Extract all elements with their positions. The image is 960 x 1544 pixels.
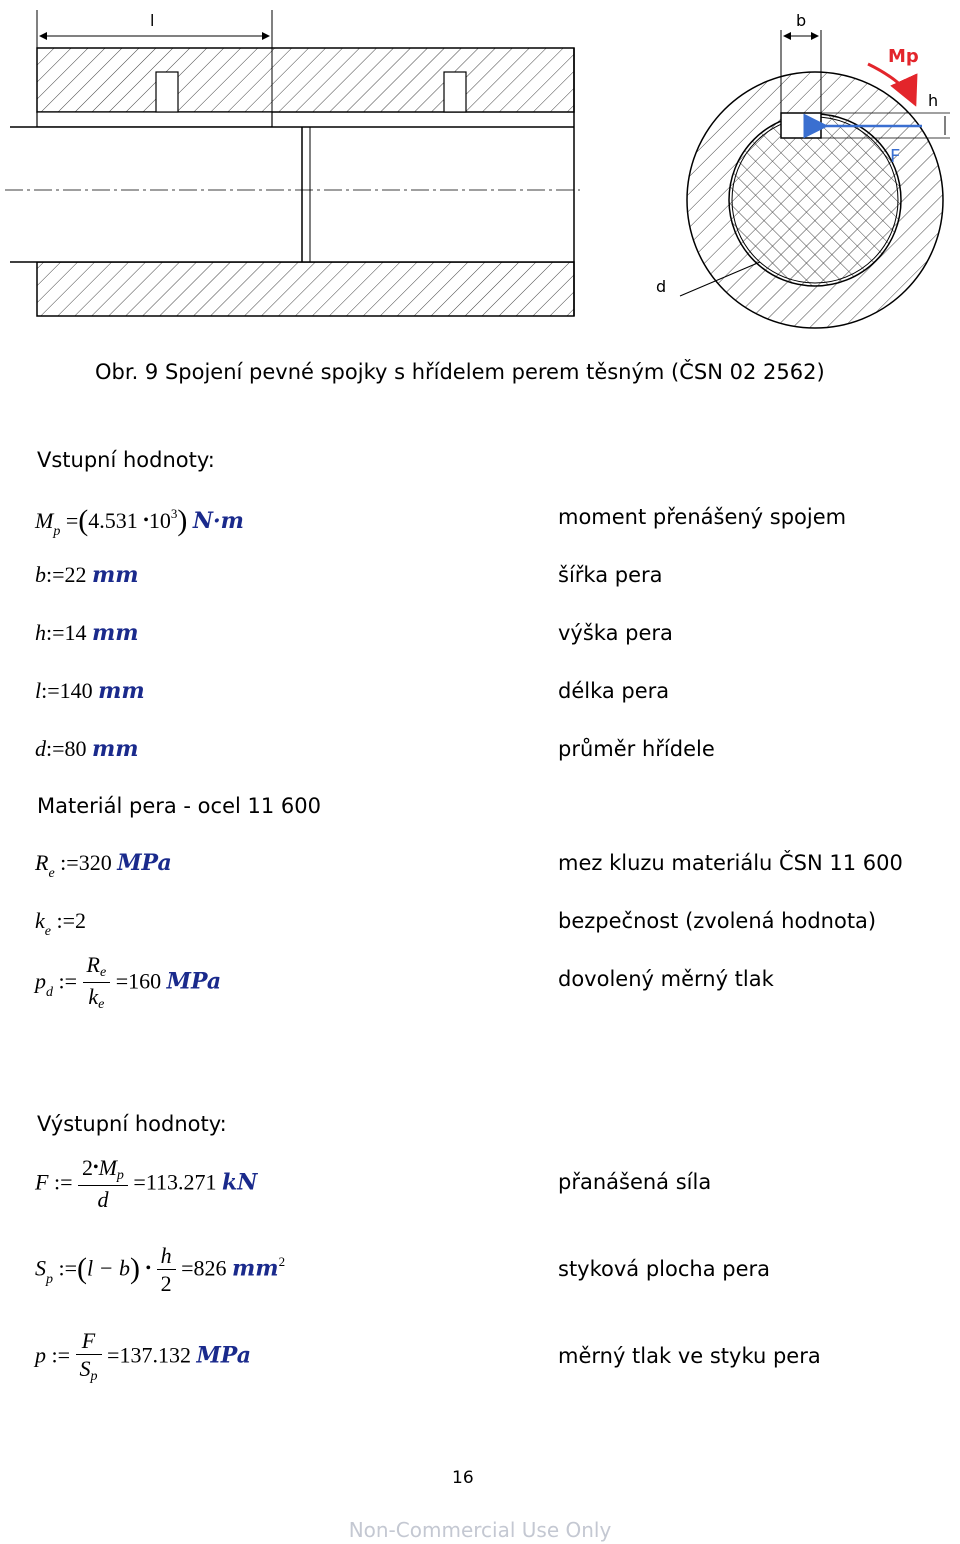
material-heading: Materiál pera - ocel 11 600 [37, 794, 321, 818]
eq-mp: $M_p =(4.531$ $•10^3$) N·m [35, 504, 244, 539]
outputs-heading: Výstupní hodnoty: [37, 1112, 227, 1136]
eq-h: h:=14 mm [35, 620, 139, 646]
technical-drawing [0, 0, 960, 330]
shaft-circle [729, 114, 901, 286]
eq-pd: $p_d$ := $\frac{Re}{ke}$ =160 MPa [35, 952, 221, 1015]
watermark: Non-Commercial Use Only [348, 1518, 612, 1542]
eq-d: d:=80 mm [35, 736, 139, 762]
eq-f: F := $\frac{2•Mp}{d}$ =113.271 kN [35, 1155, 258, 1212]
desc-f: přanášená síla [558, 1170, 712, 1194]
desc-sp: styková plocha pera [558, 1257, 770, 1281]
eq-l: l:=140 mm [35, 678, 145, 704]
desc-mp: moment přenášený spojem [558, 505, 847, 529]
eq-sp: $S_p$ :=(l − b) • $\frac{h}{2}$ =826 $mm^2$ [35, 1243, 286, 1296]
desc-h: výška pera [558, 621, 673, 645]
label-b: b [796, 11, 807, 30]
eq-p: p := $\frac{F}{Sp}$ =137.132 MPa [35, 1328, 251, 1387]
inputs-heading: Vstupní hodnoty: [37, 448, 215, 472]
eq-re: $R_e$ :=320 MPa [35, 850, 172, 881]
desc-l: délka pera [558, 679, 670, 703]
eq-ke: $k_e$ :=2 [35, 908, 87, 939]
desc-re: mez kluzu materiálu ČSN 11 600 [558, 851, 903, 875]
shaft [10, 127, 574, 262]
eq-b: b:=22 mm [35, 562, 139, 588]
key-strip [37, 112, 272, 127]
label-h: h [928, 91, 939, 110]
hub-bottom [37, 262, 574, 316]
label-d: d [656, 277, 667, 296]
screw-right [444, 72, 466, 112]
figure-caption: Obr. 9 Spojení pevné spojky s hřídelem perem těsným (ČSN 02 2562) [95, 360, 825, 384]
label-mp: Mp [888, 46, 919, 67]
screw-left [156, 72, 178, 112]
desc-ke: bezpečnost (zvolená hodnota) [558, 909, 877, 933]
desc-p: měrný tlak ve styku pera [558, 1344, 821, 1368]
hub-top [37, 48, 574, 112]
label-l: l [150, 11, 155, 30]
key-section [781, 113, 821, 138]
desc-d: průměr hřídele [558, 737, 715, 761]
desc-pd: dovolený měrný tlak [558, 967, 774, 991]
desc-b: šířka pera [558, 563, 663, 587]
label-f: F [890, 146, 901, 167]
page-number: 16 [452, 1468, 474, 1488]
